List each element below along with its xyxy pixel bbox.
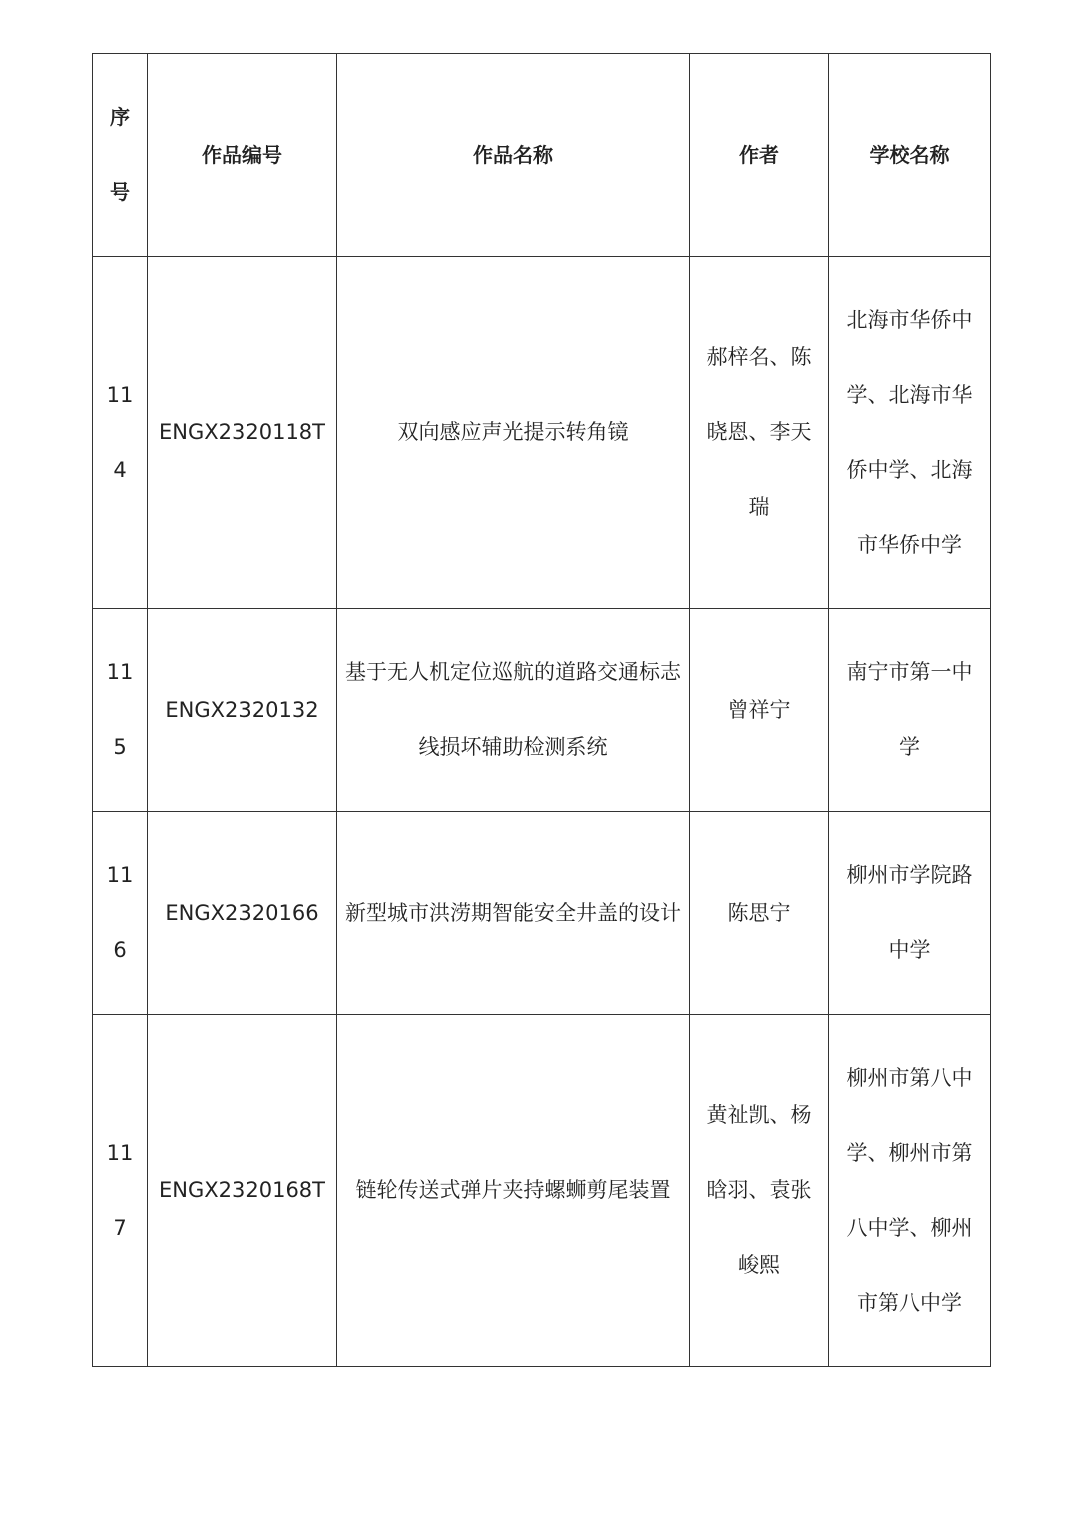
header-school: 学校名称 [829,54,991,257]
header-seq: 序号 [93,54,148,257]
cell-name: 新型城市洪涝期智能安全井盖的设计 [337,812,690,1015]
cell-school: 南宁市第一中学 [829,609,991,812]
cell-seq: 115 [93,609,148,812]
cell-school: 柳州市第八中学、柳州市第八中学、柳州市第八中学 [829,1015,991,1367]
cell-name: 基于无人机定位巡航的道路交通标志线损坏辅助检测系统 [337,609,690,812]
table-row [93,1015,991,1367]
table-row [93,812,991,1015]
award-list-table [92,53,991,1367]
cell-code: ENGX2320132 [148,609,337,812]
cell-author: 郝梓名、陈晓恩、李天瑞 [690,257,829,609]
table-header-row [93,54,991,257]
cell-seq: 114 [93,257,148,609]
cell-name: 双向感应声光提示转角镜 [337,257,690,609]
cell-code: ENGX2320168T [148,1015,337,1367]
header-code: 作品编号 [148,54,337,257]
cell-seq: 117 [93,1015,148,1367]
header-name: 作品名称 [337,54,690,257]
cell-school: 柳州市学院路中学 [829,812,991,1015]
cell-seq: 116 [93,812,148,1015]
header-author: 作者 [690,54,829,257]
cell-author: 陈思宁 [690,812,829,1015]
cell-name: 链轮传送式弹片夹持螺蛳剪尾装置 [337,1015,690,1367]
cell-code: ENGX2320166 [148,812,337,1015]
table-row [93,609,991,812]
cell-code: ENGX2320118T [148,257,337,609]
cell-school: 北海市华侨中学、北海市华侨中学、北海市华侨中学 [829,257,991,609]
cell-author: 曾祥宁 [690,609,829,812]
cell-author: 黄祉凯、杨晗羽、袁张峻熙 [690,1015,829,1367]
table-row [93,257,991,609]
